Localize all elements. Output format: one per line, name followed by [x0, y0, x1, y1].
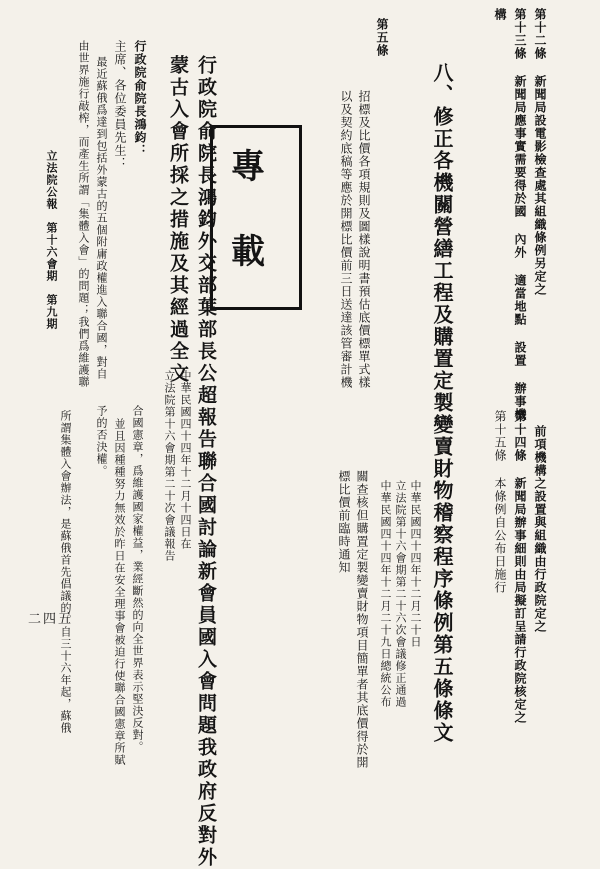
report-headline-cont: 蒙古入會所採之措施及其經過全文 [167, 55, 189, 385]
statute-article-13: 第十三條 新聞局應事實需要得於國 內外 適當地點 設置 辦事機 [513, 8, 527, 421]
statute-article-15: 第十五條 本條例自公布日施行 [493, 410, 507, 594]
amendment-session: 立法院第十六會期第二十六次會議修正通過 [394, 480, 407, 708]
speech-paragraph-2: 合國憲章，爲維護國家權益，業經斷然的向全世界表示堅決反對。 [131, 405, 144, 753]
statute-article-13-cont: 構 [493, 8, 507, 21]
amendment-date-promulgated: 中華民國四十四年十二月二十九日總統公布 [379, 480, 392, 708]
amendment-article-line1: 招標及比價各項規則及圖樣說明書預估底價標單式樣 [357, 90, 371, 389]
statute-article-12: 第十二條 新聞局設電影檢查處其組織條例另定之 [533, 8, 547, 296]
statute-article-13-para2: 前項機構之設置與組織由行政院定之 [533, 425, 547, 633]
speech-paragraph-3: 所謂集體入會辦法，是蘇俄首先倡議的。自三十六年起，蘇俄 [59, 410, 72, 734]
report-headline: 行政院俞院長鴻鈞外交部葉部長公超報告聯合國討論新會員國入會問題我政府反對外 [195, 55, 217, 869]
amendment-article-line4: 標比價前臨時通知 [337, 470, 351, 574]
statute-article-14: 第十四條 新聞局辦事細則由局擬訂呈請行政院核定之 [513, 410, 527, 724]
amendment-date-passed: 中華民國四十四年十二月二十日 [409, 480, 422, 648]
speech-paragraph-2-cont: 並且因種種努力無效於昨日在安全理事會被迫行使聯合國憲章所賦 [113, 418, 126, 766]
speech-paragraph-2-end: 予的否決權。 [95, 405, 108, 477]
report-session: 立法院第十六會期第二十次會議報告 [163, 370, 176, 562]
speech-speaker: 行政院俞院長鴻鈞： [133, 40, 147, 157]
speech-paragraph-1-cont: 由世界施行敲榨，而產生所謂「集體入會」的問題；我們爲維護聯 [77, 40, 90, 388]
page-number: 二四五 [28, 612, 74, 627]
speech-greeting: 主席、各位委員先生： [113, 40, 127, 170]
amendment-article-label: 第五條 [375, 18, 389, 57]
speech-paragraph-1: 最近蘇俄爲達到包括外蒙古的五個附庸政權進入聯合國，對自 [95, 56, 108, 380]
special-section-char-2: 載 [231, 232, 265, 272]
amendment-article-line2: 以及契約底稿等應於開標比價前三日送達該管審計機 [339, 90, 353, 389]
amendment-title: 八、修正各機關營繕工程及購置定製變賣財物稽察程序條例第五條條文 [430, 62, 454, 744]
special-section-char-1: 專 [231, 147, 265, 187]
report-date: 中華民國四十四年十二月十四日在 [179, 370, 192, 550]
publication-info: 立法院公報 第十六會期 第九期 [45, 150, 58, 330]
amendment-article-line3: 關查核但購置定製變賣財物項目簡單者其底價得於開 [355, 470, 369, 769]
